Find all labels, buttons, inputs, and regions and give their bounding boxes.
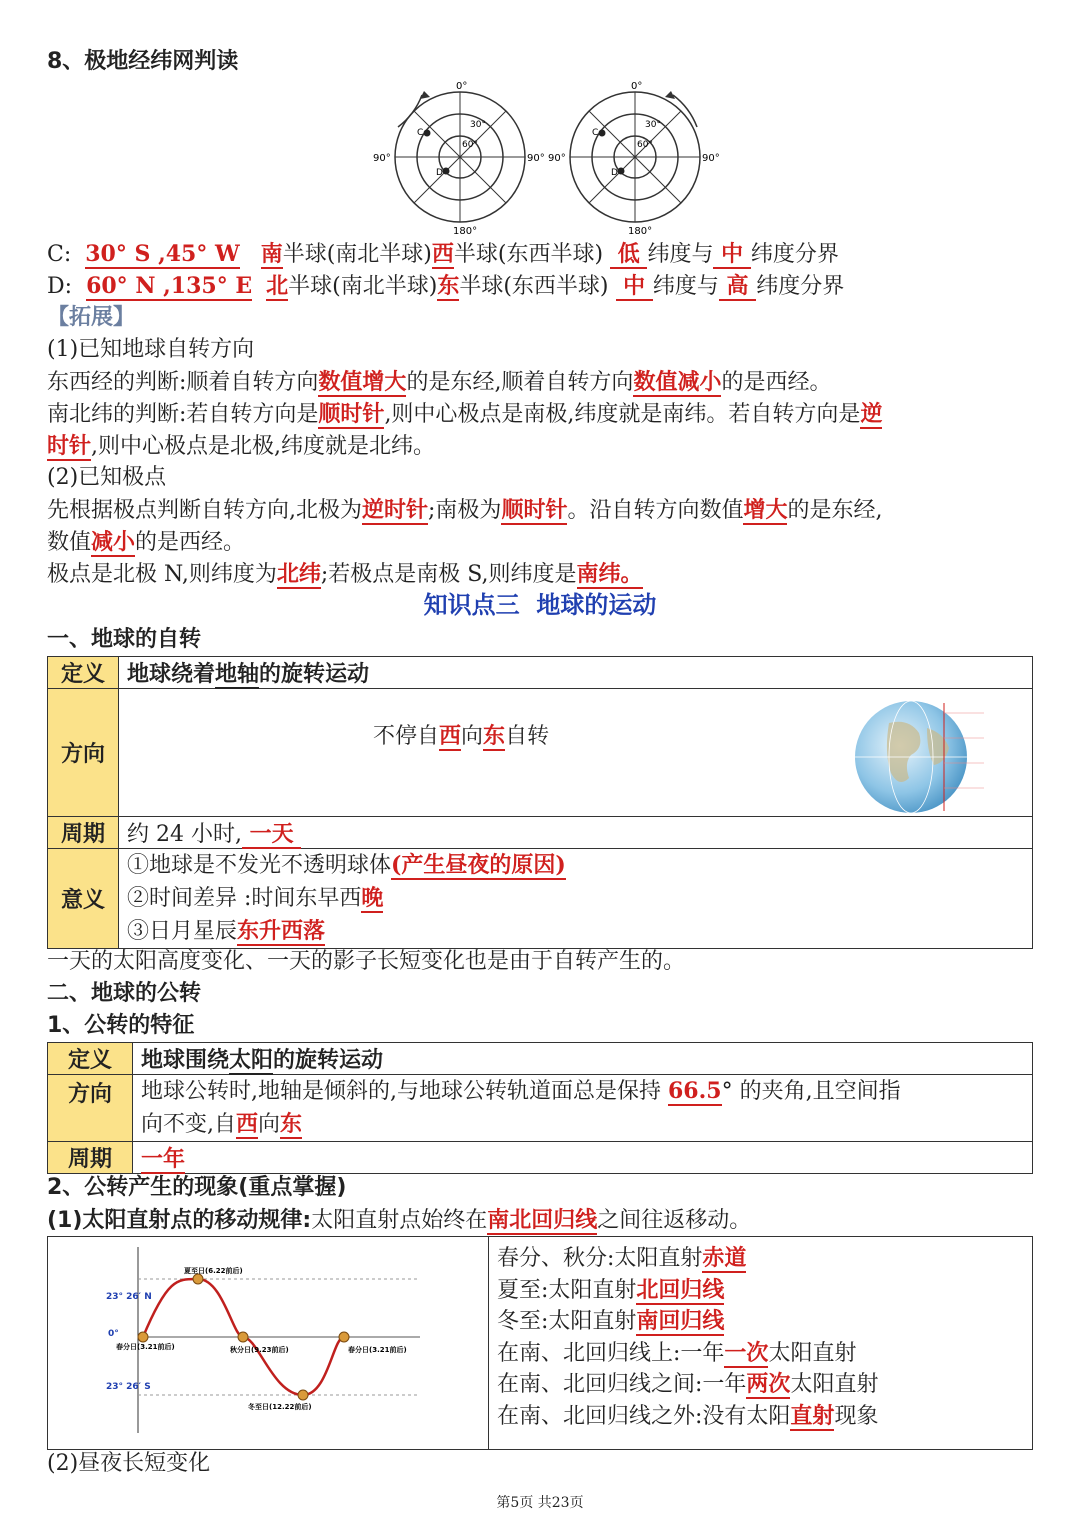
table-key: 周期 (48, 817, 119, 849)
paragraph: (1)太阳直射点的移动规律:太阳直射点始终在南北回归线之间往返移动。 (47, 1207, 752, 1233)
svg-text:90°: 90° (548, 153, 566, 164)
svg-text:0°: 0° (456, 81, 468, 92)
svg-text:0°: 0° (108, 1329, 119, 1339)
svg-text:春分日(3.21前后): 春分日(3.21前后) (116, 1343, 175, 1351)
table-cell: 地球公转时,地轴是倾斜的,与地球公转轨道面总是保持 66.5° 的夹角,且空间指 向不变,自西向东 (133, 1075, 1033, 1142)
subsolar-point-diagram (48, 1237, 488, 1443)
heading: 2、公转产生的现象(重点掌握) (47, 1175, 347, 1200)
revolution-table (47, 1042, 1033, 1174)
row-d: D: 60° N ,135° E 北半球(南北半球)东半球(东西半球) 中 纬度与 高 纬度分界 (47, 273, 845, 299)
table-cell: 地球围绕太阳的旋转运动 (133, 1043, 1033, 1075)
table-cell: ①地球是不发光不透明球体(产生昼夜的原因) ②时间差异 :时间东早西晚 ③日月星辰东升西落 (119, 849, 1033, 949)
table-cell: 不停自西向东自转 (119, 689, 1033, 817)
svg-text:冬至日(12.22前后): 冬至日(12.22前后) (248, 1403, 312, 1411)
paragraph: 时针,则中心极点是北极,纬度就是北纬。 (47, 433, 436, 459)
svg-text:90°: 90° (373, 153, 391, 164)
svg-text:D: D (611, 168, 618, 178)
svg-text:60°: 60° (637, 140, 653, 150)
table-cell: 约 24 小时, 一天 (119, 817, 1033, 849)
paragraph: (2)已知极点 (47, 465, 167, 490)
table-key: 意义 (48, 849, 119, 949)
heading: 二、地球的公转 (47, 981, 202, 1006)
paragraph: (1)已知地球自转方向 (47, 337, 255, 362)
page-footer: 第5页 共23页 (496, 1495, 584, 1511)
table-key: 方向 (48, 689, 119, 817)
svg-text:23° 26′ N: 23° 26′ N (106, 1292, 152, 1302)
table-cell: 地球绕着地轴的旋转运动 (119, 657, 1033, 689)
table-key: 周期 (48, 1142, 133, 1174)
svg-text:90°: 90° (702, 153, 720, 164)
table-key: 定义 (48, 657, 119, 689)
table-cell: 春分、秋分:太阳直射赤道 夏至:太阳直射北回归线 冬至:太阳直射南回归线 在南、北回归线上:一年一次太阳直射 在南、北回归线之间:一年两次太阳直射 在南、北回归线之外:没有太阳直射现象 (489, 1237, 1033, 1450)
svg-text:23° 26′ S: 23° 26′ S (106, 1382, 151, 1392)
paragraph: 数值减小的是西经。 (47, 529, 246, 555)
svg-text:30°: 30° (645, 120, 661, 130)
paragraph: 东西经的判断:顺着自转方向数值增大的是东经,顺着自转方向数值减小的是西经。 (47, 369, 832, 395)
svg-text:C: C (592, 128, 599, 138)
direct-sunlight-table (47, 1236, 1033, 1450)
rotation-table (47, 656, 1033, 949)
section-heading: 8、极地经纬网判读 (47, 49, 239, 74)
table-key: 方向 (48, 1075, 133, 1142)
polar-grid-diagram (355, 78, 735, 238)
svg-text:春分日(3.21前后): 春分日(3.21前后) (348, 1346, 407, 1354)
svg-text:90°: 90° (527, 153, 545, 164)
paragraph: 南北纬的判断:若自转方向是顺时针,则中心极点是南极,纬度就是南纬。若自转方向是逆 (47, 401, 883, 427)
table-cell (48, 1237, 489, 1450)
expand-label: 【拓展】 (47, 305, 136, 330)
polar-grid-left (373, 81, 545, 237)
svg-text:秋分日(9.23前后): 秋分日(9.23前后) (230, 1346, 289, 1354)
svg-text:C: C (417, 128, 424, 138)
heading: 一、地球的自转 (47, 627, 202, 652)
svg-text:180°: 180° (453, 226, 478, 237)
table-key: 定义 (48, 1043, 133, 1075)
svg-text:D: D (436, 168, 443, 178)
svg-text:60°: 60° (462, 140, 478, 150)
paragraph: 一天的太阳高度变化、一天的影子长短变化也是由于自转产生的。 (47, 949, 686, 974)
row-c: C: 30° S ,45° W 南半球(南北半球)西半球(东西半球) 低 纬度与 中 纬度分界 (47, 241, 839, 267)
paragraph: 极点是北极 N,则纬度为北纬;若极点是南极 S,则纬度是南纬。 (47, 561, 643, 587)
heading: 1、公转的特征 (47, 1013, 195, 1038)
paragraph: (2)昼夜长短变化 (47, 1451, 211, 1476)
section-title: 知识点三 地球的运动 (423, 591, 657, 619)
svg-text:0°: 0° (631, 81, 643, 92)
polar-grid-right (548, 81, 720, 237)
svg-text:夏至日(6.22前后): 夏至日(6.22前后) (184, 1267, 243, 1275)
svg-text:30°: 30° (470, 120, 486, 130)
paragraph: 先根据极点判断自转方向,北极为逆时针;南极为顺时针。沿自转方向数值增大的是东经, (47, 497, 883, 523)
table-cell: 一年 (133, 1142, 1033, 1174)
svg-text:180°: 180° (628, 226, 653, 237)
globe-image (849, 693, 999, 815)
